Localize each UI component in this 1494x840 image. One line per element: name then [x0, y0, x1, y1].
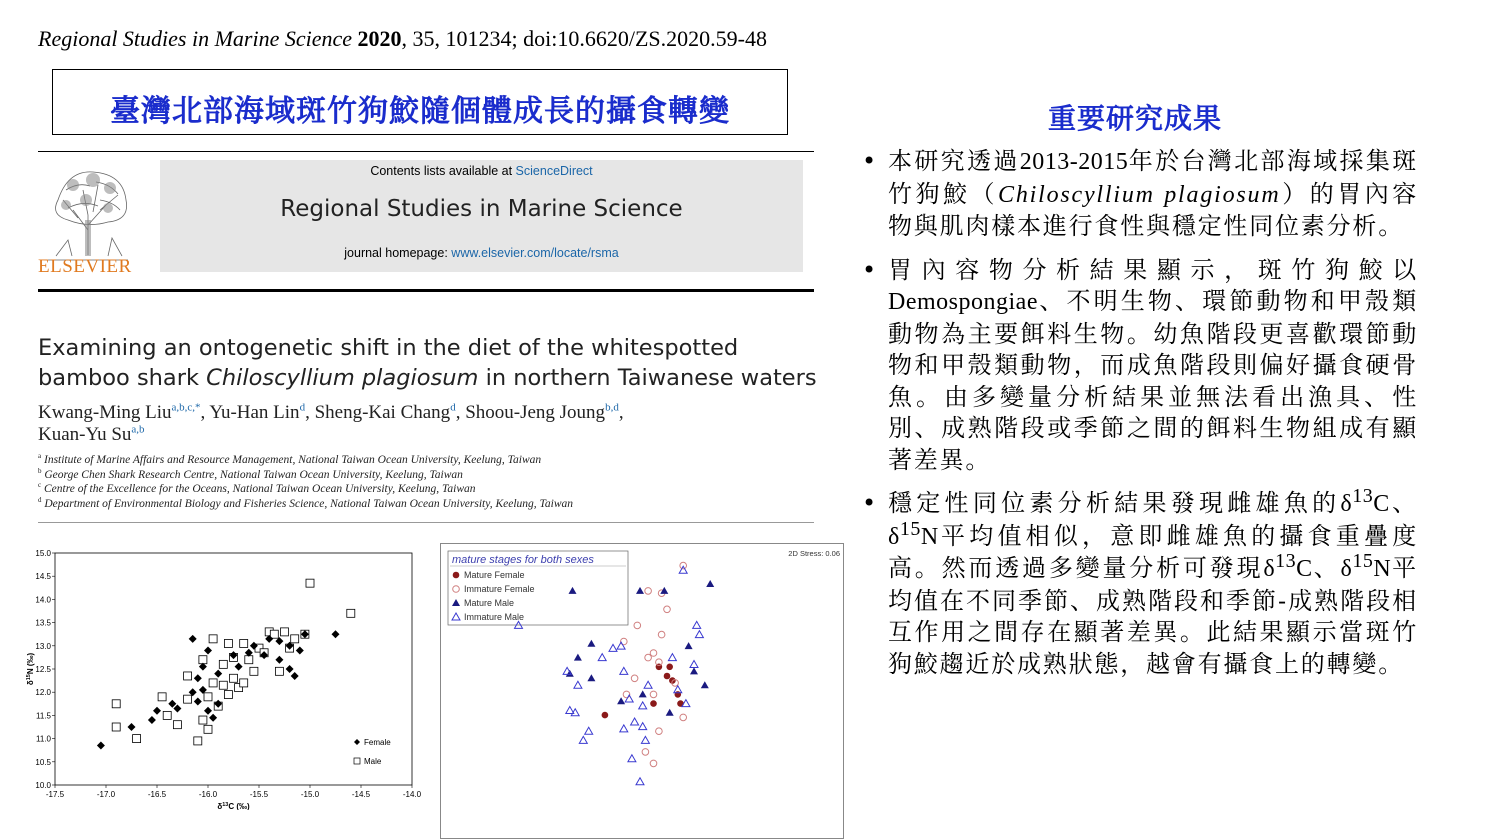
nmds-point	[666, 664, 673, 671]
female-point	[235, 663, 243, 671]
male-point	[224, 639, 232, 647]
female-point	[209, 714, 217, 722]
paper-title-species: Chiloscyllium plagiosum	[206, 365, 479, 391]
citation-rest: , 35, 101234; doi:10.6620/ZS.2020.59-48	[401, 26, 767, 51]
male-point	[240, 679, 248, 687]
x-tick-label: -16.5	[147, 790, 167, 799]
y-tick-label: 12.0	[35, 688, 51, 698]
title-box	[52, 69, 788, 135]
y-tick-label: 10.5	[35, 757, 51, 767]
male-point	[291, 635, 299, 643]
male-point	[133, 735, 141, 743]
citation-year: 2020	[357, 26, 402, 51]
author-list: Kwang-Ming Liu$^{a,b,c,*}$, Yu-Han Lin$^d$, Sheng-Kai Chang$^d$, Shoou-Jeng Joung$^{b,d}$, Kuan-Yu Su$^{a,b}$	[38, 401, 624, 445]
plot-frame	[55, 553, 412, 785]
male-point	[194, 737, 202, 745]
female-point	[275, 656, 283, 664]
male-point	[250, 667, 258, 675]
female-point	[148, 716, 156, 724]
results-list	[858, 146, 1418, 692]
stress-annotation: 2D Stress: 0.06	[788, 549, 840, 558]
legend-male-marker	[354, 758, 360, 764]
legend-female-label: Female	[364, 738, 391, 747]
male-point	[158, 693, 166, 701]
citation-journal: Regional Studies in Marine Science	[38, 26, 353, 51]
legend-label: Immature Male	[464, 612, 525, 622]
y-tick-label: 13.5	[35, 618, 51, 628]
results-heading: 重要研究成果	[1048, 102, 1223, 135]
journal-banner	[160, 160, 803, 272]
affiliation: $^a$ Institute of Marine Affairs and Resource Management, National Taiwan Ocean University, Keelung, Taiwan	[38, 452, 542, 466]
x-tick-label: -17.5	[45, 790, 65, 799]
x-tick-label: -16.0	[198, 790, 218, 799]
y-tick-label: 15.0	[35, 549, 51, 558]
result-item-3: • 穩定性同位素分析結果發現雌雄魚的$\delta^{13}C$、$\delta^{15}N$平均值相似，意即雌雄魚的攝食重疊度高。然而透過多變量分析可發現$\delta^{13}C$、$\delta^{15}N$平均值在不同季節、成熟階段和季節-成熟階段相互作用之間存在顯著差異。此結果顯示當斑竹狗鮫趨近於成熟狀態，越會有攝食上的轉變。	[858, 488, 1418, 680]
affiliation: $^b$ George Chen Shark Research Centre, National Taiwan Ocean University, Keelung, Taiwan	[38, 466, 463, 481]
female-point	[173, 704, 181, 712]
male-point	[230, 674, 238, 682]
male-point	[281, 628, 289, 636]
author: Yu-Han Lin$^d$	[209, 401, 306, 423]
x-tick-label: -15.0	[300, 790, 320, 799]
male-point	[204, 693, 212, 701]
journal-name: Regional Studies in Marine Science	[280, 196, 683, 222]
female-point	[204, 707, 212, 715]
result-item-1: • 本研究透過2013-2015年於台灣北部海域採集斑竹狗鮫（Chiloscyllium plagiosum）的胃內容物與肌肉樣本進行食性與穩定性同位素分析。	[858, 146, 1418, 243]
y-tick-label: 11.0	[36, 734, 51, 744]
x-tick-label: -17.0	[96, 790, 116, 799]
male-point	[219, 681, 227, 689]
legend-label: Mature Female	[464, 570, 525, 580]
male-point	[163, 711, 171, 719]
male-point	[245, 656, 253, 664]
contents-line	[160, 164, 803, 178]
nmds-point	[650, 700, 657, 707]
x-tick-label: -14.5	[351, 790, 371, 799]
isotope-scatter-chart	[25, 545, 425, 810]
x-tick-label: -14.0	[402, 790, 422, 799]
female-point	[97, 742, 105, 750]
male-point	[199, 656, 207, 664]
homepage-prefix: journal homepage:	[344, 246, 452, 260]
male-point	[112, 723, 120, 731]
affiliation: $^d$ Department of Environmental Biology and Fisheries Science, National Taiwan Ocean University, Keelung, Taiwan	[38, 495, 574, 510]
female-point	[153, 707, 161, 715]
legend-label: Mature Male	[464, 598, 515, 608]
y-tick-label: 14.0	[35, 595, 51, 605]
author: Shoou-Jeng Joung$^{b,d}$	[465, 401, 619, 423]
female-point	[286, 665, 294, 673]
male-point	[347, 609, 355, 617]
journal-header	[38, 151, 814, 292]
male-point	[275, 667, 283, 675]
author: Kuan-Yu Su$^{a,b}$	[38, 423, 145, 445]
x-axis-label: $\delta^{13}C$ (‰)	[217, 802, 250, 810]
male-point	[199, 716, 207, 724]
homepage-line	[160, 246, 803, 260]
female-point	[189, 635, 197, 643]
legend-title: mature stages for both sexes	[452, 554, 594, 566]
male-point	[209, 679, 217, 687]
nmds-point	[675, 691, 682, 698]
sciencedirect-link[interactable]: ScienceDirect	[515, 164, 593, 178]
page-title: 臺灣北部海域斑竹狗鮫隨個體成長的攝食轉變	[110, 94, 730, 129]
affiliation: $^c$ Centre of the Excellence for the Oceans, National Taiwan Ocean University, Keelung, Taiwan	[38, 481, 476, 496]
male-point	[173, 721, 181, 729]
female-point	[194, 697, 202, 705]
author: Kwang-Ming Liu$^{a,b,c,*}$	[38, 401, 201, 423]
result-item-2: • 胃內容物分析結果顯示，斑竹狗鮫以Demospongiae、不明生物、環節動物和甲殼類動物為主要餌料生物。幼魚階段更喜歡環節動物和甲殼類動物，而成魚階段則偏好攝食硬骨魚。由多變量分析結果並無法看出漁具、性別、成熟階段或季節之間的餌料生物組成有顯著差異。	[858, 255, 1418, 477]
legend-marker	[453, 572, 460, 579]
divider	[38, 522, 814, 523]
male-point	[184, 695, 192, 703]
y-tick-label: 13.0	[35, 641, 51, 651]
female-point	[128, 723, 136, 731]
male-point	[209, 635, 217, 643]
female-point	[296, 646, 304, 654]
female-point	[204, 646, 212, 654]
paper-title-part1: Examining an ontogenetic shift in the diet of the whitespotted bamboo shark	[38, 335, 739, 391]
female-point	[168, 700, 176, 708]
female-point	[194, 674, 202, 682]
male-point	[219, 660, 227, 668]
female-point	[291, 672, 299, 680]
male-point	[204, 725, 212, 733]
y-tick-label: 14.5	[35, 572, 51, 582]
x-tick-label: -15.5	[249, 790, 269, 799]
y-tick-label: 11.5	[36, 711, 51, 721]
legend-male-label: Male	[364, 757, 382, 766]
male-point	[240, 639, 248, 647]
contents-prefix: Contents lists available at	[370, 164, 516, 178]
nmds-point	[664, 673, 671, 680]
y-axis-label: $\delta^{15}N$ (‰)	[26, 652, 35, 686]
male-point	[184, 672, 192, 680]
nmds-point	[602, 712, 609, 719]
nmds-chart	[440, 543, 844, 839]
y-tick-label: 10.0	[35, 781, 51, 790]
legend-label: Immature Female	[464, 584, 535, 594]
author: Sheng-Kai Chang$^d$	[314, 401, 456, 423]
elsevier-wordmark: ELSEVIER	[38, 256, 132, 277]
male-point	[112, 700, 120, 708]
male-point	[306, 579, 314, 587]
homepage-link[interactable]: www.elsevier.com/locate/rsma	[451, 246, 619, 260]
male-point	[224, 691, 232, 699]
y-tick-label: 12.5	[35, 665, 51, 674]
legend-female-marker	[354, 739, 360, 745]
paper-title-part2: in northern Taiwanese waters	[478, 365, 817, 391]
affiliations	[38, 453, 818, 511]
female-point	[214, 670, 222, 678]
female-point	[332, 630, 340, 638]
citation	[38, 26, 767, 52]
male-point	[270, 630, 278, 638]
paper-title	[38, 333, 818, 393]
